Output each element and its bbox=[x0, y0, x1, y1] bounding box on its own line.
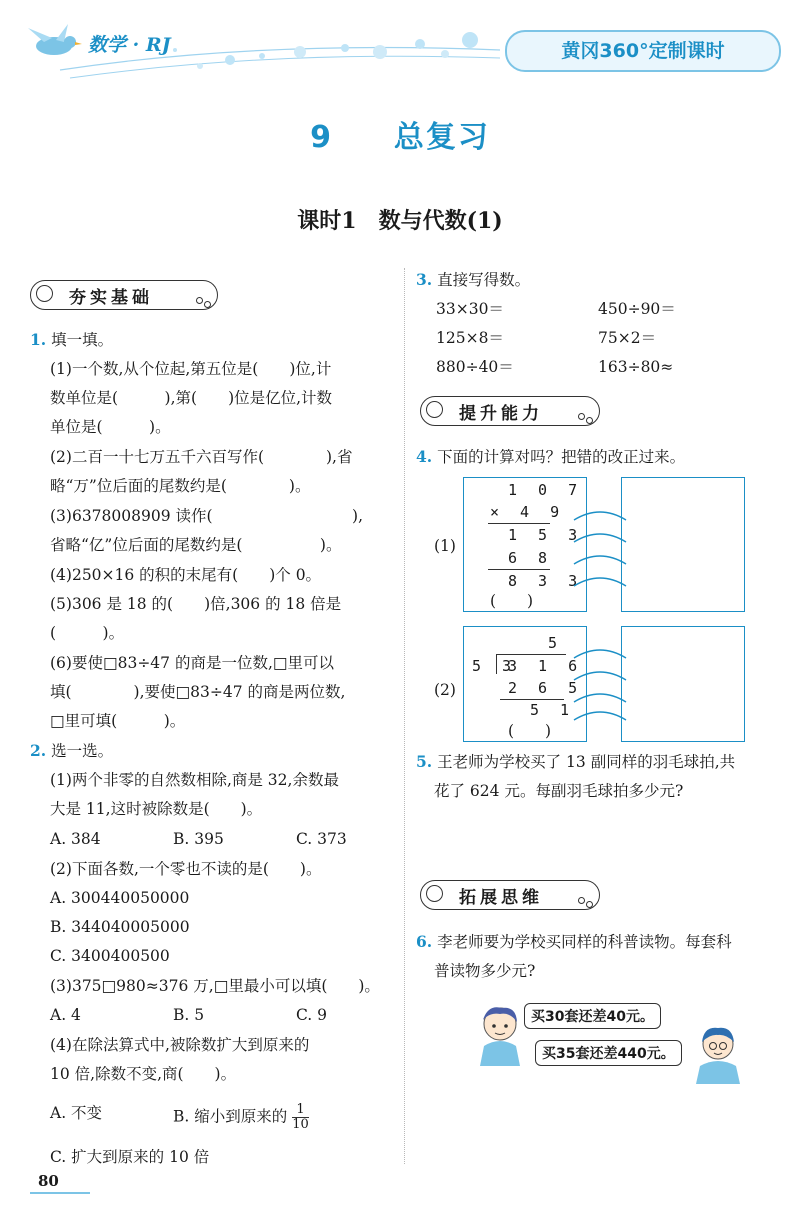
q2-option: B. 395 bbox=[173, 830, 224, 848]
q2-line: (2)下面各数,一个零也不读的是( )。 bbox=[50, 860, 322, 878]
section-basics-header bbox=[30, 280, 218, 310]
q1-line: 数单位是( ),第( )位是亿位,计数 bbox=[50, 389, 333, 407]
q6-line bbox=[416, 932, 732, 952]
connector-arcs bbox=[566, 490, 636, 730]
q6-number: 6. bbox=[416, 932, 433, 951]
fraction-denominator: 10 bbox=[292, 1117, 309, 1132]
q2-option: A. 4 bbox=[50, 1006, 81, 1024]
page-number: 80 bbox=[38, 1172, 59, 1190]
calc2-row: 5 1 bbox=[530, 701, 576, 719]
calc1-row: 1 0 7 bbox=[508, 481, 584, 499]
q1-line: (1)一个数,从个位起,第五位是( )位,计 bbox=[50, 360, 332, 378]
section-basics-title: 夯实基础 bbox=[69, 288, 153, 308]
section-thinking-header bbox=[420, 880, 600, 910]
q5-line bbox=[416, 752, 735, 772]
q3-title: 直接写得数。 bbox=[437, 271, 531, 289]
section-thinking-title: 拓展思维 bbox=[459, 888, 543, 908]
q2-line: 大是 11,这时被除数是( )。 bbox=[50, 800, 263, 818]
calc1-rule bbox=[488, 523, 550, 524]
q2-option: C. 扩大到原来的 10 倍 bbox=[50, 1148, 210, 1166]
q2-option: A. 300440050000 bbox=[50, 889, 190, 907]
q2-option: A. 不变 bbox=[50, 1104, 103, 1122]
q2-option: C. 9 bbox=[296, 1006, 328, 1024]
q1-line: (3)6378008909 读作( ), bbox=[50, 507, 364, 525]
calc1-row: 1 5 3 bbox=[508, 526, 584, 544]
q3-item: 33×30＝ bbox=[436, 300, 504, 318]
calc1-row: 8 3 3 bbox=[508, 572, 584, 590]
q2-heading bbox=[30, 741, 113, 761]
q1-line: 略“万”位后面的尾数约是( )。 bbox=[50, 477, 311, 495]
q1-line: ( )。 bbox=[50, 624, 125, 642]
q1-line: (5)306 是 18 的( )倍,306 的 18 倍是 bbox=[50, 595, 342, 613]
chapter-title bbox=[0, 112, 800, 156]
q1-line: □里可填( )。 bbox=[50, 712, 186, 730]
calc2-rule bbox=[500, 699, 564, 700]
q2-number: 2. bbox=[30, 741, 47, 760]
q5-line: 花了 624 元。每副羽毛球拍多少元? bbox=[434, 782, 684, 800]
bird-icon bbox=[22, 22, 86, 62]
calc2-divisor: 5 3 bbox=[472, 657, 518, 675]
calc2-quotient: 5 bbox=[548, 634, 564, 652]
q2-option: C. 3400400500 bbox=[50, 947, 170, 965]
q1-line: 单位是( )。 bbox=[50, 418, 171, 436]
teacher-figure bbox=[688, 1022, 748, 1084]
q2-option bbox=[173, 1103, 309, 1132]
fraction bbox=[292, 1103, 309, 1132]
q2-line: (3)375□980≈376 万,□里最小可以填( )。 bbox=[50, 977, 380, 995]
q1-heading bbox=[30, 330, 113, 350]
q2-option: A. 384 bbox=[50, 830, 101, 848]
q3-item: 125×8＝ bbox=[436, 329, 504, 347]
q3-item: 75×2＝ bbox=[598, 329, 657, 347]
q2-line: (4)在除法算式中,被除数扩大到原来的 bbox=[50, 1036, 310, 1054]
q2-title: 选一选。 bbox=[51, 742, 114, 760]
boy-figure bbox=[470, 1002, 530, 1066]
calc1-row: 6 8 bbox=[508, 549, 554, 567]
calc2-dividend: 3 1 6 bbox=[508, 657, 584, 675]
q1-line: (6)要使□83÷47 的商是一位数,□里可以 bbox=[50, 654, 335, 672]
q3-item: 450÷90＝ bbox=[598, 300, 676, 318]
q4-title: 下面的计算对吗？把错的改正过来。 bbox=[437, 448, 686, 466]
speech-bubble-2: 买35套还差440元。 bbox=[535, 1040, 682, 1066]
column-divider bbox=[404, 268, 405, 1164]
calc1-row: × 4 9 bbox=[490, 503, 566, 521]
calc2-judge-blank[interactable]: ( ) bbox=[508, 722, 552, 740]
q2-line: (1)两个非零的自然数相除,商是 32,余数最 bbox=[50, 771, 339, 789]
q3-number: 3. bbox=[416, 270, 433, 289]
q1-line: 填( ),要使□83÷47 的商是两位数, bbox=[50, 683, 346, 701]
q1-line: (4)250×16 的积的末尾有( )个 0。 bbox=[50, 566, 322, 584]
q4-heading bbox=[416, 447, 685, 467]
q6-line: 普读物多少元? bbox=[434, 962, 536, 980]
q2-option-text: B. 缩小到原来的 bbox=[173, 1107, 288, 1126]
q3-item: 163÷80≈ bbox=[598, 358, 674, 376]
q4-calc2-label: (2) bbox=[434, 681, 456, 699]
q1-line: (2)二百一十七万五千六百写作( ),省 bbox=[50, 448, 353, 466]
q2-line: 10 倍,除数不变,商( )。 bbox=[50, 1065, 237, 1083]
q4-correction-box-2[interactable] bbox=[621, 626, 745, 742]
q4-correction-box-1[interactable] bbox=[621, 477, 745, 612]
calc2-bracket-top bbox=[496, 654, 566, 655]
section-ability-header bbox=[420, 396, 600, 426]
lesson-title: 课时1 数与代数(1) bbox=[297, 208, 503, 234]
chapter-name: 总复习 bbox=[393, 120, 490, 155]
calc1-rule bbox=[488, 569, 550, 570]
q5-number: 5. bbox=[416, 752, 433, 771]
q1-line: 省略“亿”位后面的尾数约是( )。 bbox=[50, 536, 342, 554]
fraction-numerator: 1 bbox=[292, 1103, 309, 1118]
q4-calc1-label: (1) bbox=[434, 537, 456, 555]
q2-option: B. 344040005000 bbox=[50, 918, 190, 936]
q1-number: 1. bbox=[30, 330, 47, 349]
header-series-badge: 黄冈360°定制课时 bbox=[505, 30, 781, 72]
q2-option: C. 373 bbox=[296, 830, 347, 848]
q6-text: 李老师要为学校买同样的科普读物。每套科 bbox=[437, 933, 732, 951]
section-ability-title: 提升能力 bbox=[459, 404, 543, 424]
q3-item: 880÷40＝ bbox=[436, 358, 514, 376]
calc2-row: 2 6 5 bbox=[508, 679, 584, 697]
speech-bubble-1: 买30套还差40元。 bbox=[524, 1003, 661, 1029]
chapter-number: 9 bbox=[310, 120, 333, 155]
q1-title: 填一填。 bbox=[51, 331, 114, 349]
header-subject: 数学 · RJ bbox=[88, 34, 171, 56]
q5-text: 王老师为学校买了 13 副同样的羽毛球拍,共 bbox=[437, 753, 736, 771]
q4-number: 4. bbox=[416, 447, 433, 466]
calc1-judge-blank[interactable]: ( ) bbox=[490, 592, 534, 610]
q2-option: B. 5 bbox=[173, 1006, 205, 1024]
q3-heading bbox=[416, 270, 530, 290]
page-number-underline bbox=[30, 1192, 90, 1194]
